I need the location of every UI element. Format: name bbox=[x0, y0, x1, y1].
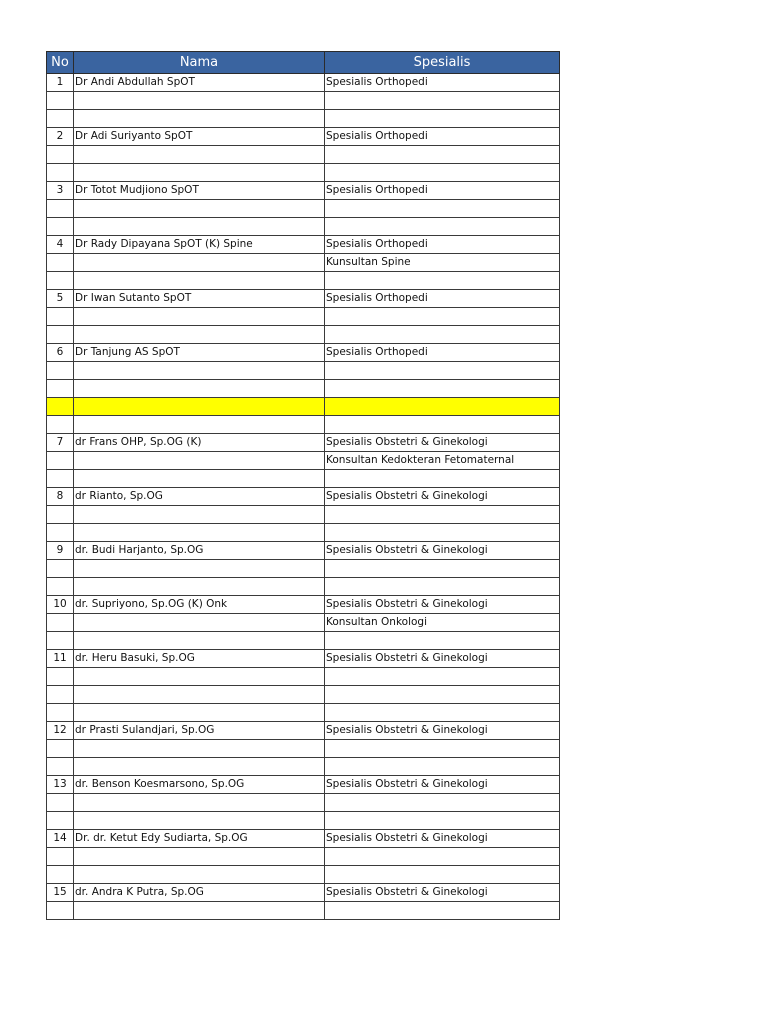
cell-no[interactable]: 7 bbox=[47, 434, 74, 452]
cell-spesialis[interactable]: Spesialis Obstetri & Ginekologi bbox=[325, 884, 560, 902]
cell-no[interactable] bbox=[47, 524, 74, 542]
cell-nama[interactable] bbox=[74, 326, 325, 344]
table-row bbox=[47, 218, 560, 236]
cell-no[interactable] bbox=[47, 254, 74, 272]
table-row bbox=[47, 632, 560, 650]
table-body bbox=[47, 74, 560, 920]
cell-spesialis[interactable] bbox=[325, 902, 560, 920]
cell-nama[interactable] bbox=[74, 272, 325, 290]
cell-spesialis[interactable] bbox=[325, 668, 560, 686]
table-row bbox=[47, 614, 560, 632]
cell-spesialis[interactable]: Spesialis Obstetri & Ginekologi bbox=[325, 488, 560, 506]
table-row bbox=[47, 182, 560, 200]
table-row bbox=[47, 812, 560, 830]
header-spesialis: Spesialis bbox=[325, 52, 560, 74]
cell-nama[interactable] bbox=[74, 308, 325, 326]
table-row bbox=[47, 236, 560, 254]
cell-spesialis[interactable] bbox=[325, 110, 560, 128]
cell-no[interactable] bbox=[47, 146, 74, 164]
cell-nama[interactable]: Dr Andi Abdullah SpOT bbox=[74, 74, 325, 92]
cell-spesialis[interactable]: Spesialis Obstetri & Ginekologi bbox=[325, 650, 560, 668]
table-row bbox=[47, 542, 560, 560]
table-row bbox=[47, 290, 560, 308]
cell-spesialis[interactable] bbox=[325, 866, 560, 884]
cell-nama[interactable] bbox=[74, 902, 325, 920]
table-row bbox=[47, 650, 560, 668]
table-row bbox=[47, 416, 560, 434]
table-row bbox=[47, 848, 560, 866]
table-row bbox=[47, 326, 560, 344]
cell-spesialis[interactable] bbox=[325, 524, 560, 542]
cell-no[interactable] bbox=[47, 308, 74, 326]
cell-nama[interactable] bbox=[74, 92, 325, 110]
cell-no[interactable]: 3 bbox=[47, 182, 74, 200]
cell-nama[interactable]: Dr Iwan Sutanto SpOT bbox=[74, 290, 325, 308]
doctor-table bbox=[46, 51, 560, 920]
cell-spesialis[interactable] bbox=[325, 578, 560, 596]
cell-nama[interactable] bbox=[74, 704, 325, 722]
cell-no[interactable] bbox=[47, 272, 74, 290]
cell-nama[interactable]: Dr Tanjung AS SpOT bbox=[74, 344, 325, 362]
table-row bbox=[47, 740, 560, 758]
cell-spesialis[interactable]: Spesialis Obstetri & Ginekologi bbox=[325, 776, 560, 794]
cell-no[interactable] bbox=[47, 794, 74, 812]
table-row bbox=[47, 506, 560, 524]
cell-no[interactable] bbox=[47, 218, 74, 236]
cell-spesialis[interactable] bbox=[325, 218, 560, 236]
cell-no[interactable] bbox=[47, 200, 74, 218]
cell-nama[interactable] bbox=[74, 218, 325, 236]
cell-nama[interactable] bbox=[74, 362, 325, 380]
cell-nama[interactable] bbox=[74, 632, 325, 650]
cell-no[interactable] bbox=[47, 560, 74, 578]
cell-nama[interactable] bbox=[74, 524, 325, 542]
table-row bbox=[47, 794, 560, 812]
cell-nama[interactable]: dr Frans OHP, Sp.OG (K) bbox=[74, 434, 325, 452]
cell-no[interactable] bbox=[47, 164, 74, 182]
header-no: No bbox=[47, 52, 74, 74]
cell-no[interactable] bbox=[47, 92, 74, 110]
cell-nama[interactable] bbox=[74, 452, 325, 470]
cell-nama[interactable] bbox=[74, 686, 325, 704]
cell-nama[interactable] bbox=[74, 146, 325, 164]
cell-no[interactable] bbox=[47, 686, 74, 704]
table-row bbox=[47, 164, 560, 182]
table-row bbox=[47, 128, 560, 146]
cell-spesialis[interactable]: Spesialis Orthopedi bbox=[325, 128, 560, 146]
cell-spesialis[interactable] bbox=[325, 380, 560, 398]
cell-no[interactable] bbox=[47, 614, 74, 632]
table-row bbox=[47, 146, 560, 164]
header-nama: Nama bbox=[74, 52, 325, 74]
cell-no[interactable]: 1 bbox=[47, 74, 74, 92]
table-row bbox=[47, 92, 560, 110]
table-row bbox=[47, 380, 560, 398]
cell-nama[interactable] bbox=[74, 416, 325, 434]
table-row bbox=[47, 344, 560, 362]
table-row bbox=[47, 470, 560, 488]
cell-no[interactable]: 10 bbox=[47, 596, 74, 614]
table-row bbox=[47, 668, 560, 686]
cell-no[interactable]: 11 bbox=[47, 650, 74, 668]
cell-no[interactable] bbox=[47, 758, 74, 776]
cell-spesialis[interactable]: Konsultan Kedokteran Fetomaternal bbox=[325, 452, 560, 470]
cell-nama[interactable] bbox=[74, 794, 325, 812]
cell-nama[interactable] bbox=[74, 812, 325, 830]
cell-no[interactable]: 15 bbox=[47, 884, 74, 902]
cell-spesialis[interactable]: Spesialis Obstetri & Ginekologi bbox=[325, 722, 560, 740]
cell-spesialis[interactable]: Spesialis Orthopedi bbox=[325, 74, 560, 92]
cell-nama[interactable] bbox=[74, 560, 325, 578]
cell-no[interactable] bbox=[47, 398, 74, 416]
cell-spesialis[interactable] bbox=[325, 416, 560, 434]
cell-spesialis[interactable] bbox=[325, 506, 560, 524]
table-row bbox=[47, 686, 560, 704]
cell-no[interactable] bbox=[47, 812, 74, 830]
cell-spesialis[interactable] bbox=[325, 812, 560, 830]
cell-spesialis[interactable] bbox=[325, 398, 560, 416]
cell-no[interactable] bbox=[47, 362, 74, 380]
cell-spesialis[interactable]: Spesialis Obstetri & Ginekologi bbox=[325, 830, 560, 848]
cell-spesialis[interactable] bbox=[325, 146, 560, 164]
cell-no[interactable] bbox=[47, 326, 74, 344]
cell-spesialis[interactable] bbox=[325, 272, 560, 290]
cell-spesialis[interactable]: Spesialis Obstetri & Ginekologi bbox=[325, 434, 560, 452]
cell-nama[interactable] bbox=[74, 866, 325, 884]
table-row bbox=[47, 758, 560, 776]
cell-no[interactable]: 4 bbox=[47, 236, 74, 254]
cell-no[interactable]: 8 bbox=[47, 488, 74, 506]
cell-spesialis[interactable] bbox=[325, 470, 560, 488]
cell-spesialis[interactable] bbox=[325, 308, 560, 326]
table-row bbox=[47, 722, 560, 740]
cell-spesialis[interactable] bbox=[325, 560, 560, 578]
cell-nama[interactable]: dr. Andra K Putra, Sp.OG bbox=[74, 884, 325, 902]
table-row bbox=[47, 866, 560, 884]
cell-nama[interactable] bbox=[74, 506, 325, 524]
table-row bbox=[47, 884, 560, 902]
cell-nama[interactable] bbox=[74, 110, 325, 128]
cell-no[interactable]: 9 bbox=[47, 542, 74, 560]
cell-spesialis[interactable]: Kunsultan Spine bbox=[325, 254, 560, 272]
cell-spesialis[interactable] bbox=[325, 758, 560, 776]
cell-spesialis[interactable]: Spesialis Orthopedi bbox=[325, 290, 560, 308]
table-row bbox=[47, 254, 560, 272]
cell-nama[interactable] bbox=[74, 740, 325, 758]
cell-nama[interactable]: Dr Rady Dipayana SpOT (K) Spine bbox=[74, 236, 325, 254]
cell-no[interactable]: 13 bbox=[47, 776, 74, 794]
table-row bbox=[47, 452, 560, 470]
cell-no[interactable] bbox=[47, 506, 74, 524]
cell-no[interactable] bbox=[47, 452, 74, 470]
table-row bbox=[47, 110, 560, 128]
cell-spesialis[interactable]: Spesialis Orthopedi bbox=[325, 236, 560, 254]
table-row bbox=[47, 524, 560, 542]
cell-nama[interactable] bbox=[74, 200, 325, 218]
table-row bbox=[47, 434, 560, 452]
table-row bbox=[47, 362, 560, 380]
cell-nama[interactable]: dr Rianto, Sp.OG bbox=[74, 488, 325, 506]
cell-spesialis[interactable] bbox=[325, 92, 560, 110]
cell-spesialis[interactable] bbox=[325, 200, 560, 218]
cell-nama[interactable]: Dr Adi Suriyanto SpOT bbox=[74, 128, 325, 146]
cell-spesialis[interactable] bbox=[325, 326, 560, 344]
cell-spesialis[interactable] bbox=[325, 740, 560, 758]
cell-nama[interactable] bbox=[74, 164, 325, 182]
cell-no[interactable]: 6 bbox=[47, 344, 74, 362]
cell-no[interactable] bbox=[47, 470, 74, 488]
cell-no[interactable] bbox=[47, 866, 74, 884]
table-row bbox=[47, 74, 560, 92]
cell-no[interactable] bbox=[47, 578, 74, 596]
cell-no[interactable] bbox=[47, 416, 74, 434]
cell-no[interactable] bbox=[47, 110, 74, 128]
cell-nama[interactable] bbox=[74, 758, 325, 776]
table-row bbox=[47, 704, 560, 722]
cell-no[interactable]: 12 bbox=[47, 722, 74, 740]
cell-nama[interactable] bbox=[74, 668, 325, 686]
table-row bbox=[47, 776, 560, 794]
cell-no[interactable] bbox=[47, 902, 74, 920]
cell-nama[interactable]: dr. Heru Basuki, Sp.OG bbox=[74, 650, 325, 668]
cell-nama[interactable] bbox=[74, 398, 325, 416]
cell-no[interactable] bbox=[47, 380, 74, 398]
table-row bbox=[47, 596, 560, 614]
table-row bbox=[47, 560, 560, 578]
cell-no[interactable] bbox=[47, 740, 74, 758]
cell-nama[interactable] bbox=[74, 254, 325, 272]
cell-no[interactable]: 14 bbox=[47, 830, 74, 848]
cell-spesialis[interactable] bbox=[325, 164, 560, 182]
cell-spesialis[interactable] bbox=[325, 632, 560, 650]
cell-nama[interactable] bbox=[74, 470, 325, 488]
cell-nama[interactable] bbox=[74, 578, 325, 596]
cell-no[interactable]: 5 bbox=[47, 290, 74, 308]
cell-spesialis[interactable]: Spesialis Orthopedi bbox=[325, 344, 560, 362]
cell-no[interactable] bbox=[47, 632, 74, 650]
cell-no[interactable] bbox=[47, 704, 74, 722]
cell-nama[interactable]: Dr. dr. Ketut Edy Sudiarta, Sp.OG bbox=[74, 830, 325, 848]
cell-spesialis[interactable]: Spesialis Orthopedi bbox=[325, 182, 560, 200]
cell-nama[interactable]: dr. Benson Koesmarsono, Sp.OG bbox=[74, 776, 325, 794]
table-row bbox=[47, 272, 560, 290]
cell-no[interactable] bbox=[47, 848, 74, 866]
cell-nama[interactable]: dr Prasti Sulandjari, Sp.OG bbox=[74, 722, 325, 740]
table-row bbox=[47, 830, 560, 848]
table-row bbox=[47, 398, 560, 416]
header-row bbox=[47, 52, 560, 74]
cell-spesialis[interactable] bbox=[325, 794, 560, 812]
cell-spesialis[interactable] bbox=[325, 686, 560, 704]
cell-spesialis[interactable]: Spesialis Obstetri & Ginekologi bbox=[325, 596, 560, 614]
cell-nama[interactable]: dr. Budi Harjanto, Sp.OG bbox=[74, 542, 325, 560]
cell-nama[interactable] bbox=[74, 848, 325, 866]
cell-nama[interactable] bbox=[74, 614, 325, 632]
table-row bbox=[47, 578, 560, 596]
cell-nama[interactable]: dr. Supriyono, Sp.OG (K) Onk bbox=[74, 596, 325, 614]
cell-spesialis[interactable] bbox=[325, 362, 560, 380]
cell-spesialis[interactable] bbox=[325, 848, 560, 866]
cell-nama[interactable] bbox=[74, 380, 325, 398]
table-row bbox=[47, 902, 560, 920]
cell-spesialis[interactable]: Konsultan Onkologi bbox=[325, 614, 560, 632]
cell-no[interactable] bbox=[47, 668, 74, 686]
cell-nama[interactable]: Dr Totot Mudjiono SpOT bbox=[74, 182, 325, 200]
cell-no[interactable]: 2 bbox=[47, 128, 74, 146]
cell-spesialis[interactable]: Spesialis Obstetri & Ginekologi bbox=[325, 542, 560, 560]
table-row bbox=[47, 488, 560, 506]
cell-spesialis[interactable] bbox=[325, 704, 560, 722]
table-row bbox=[47, 308, 560, 326]
table-row bbox=[47, 200, 560, 218]
